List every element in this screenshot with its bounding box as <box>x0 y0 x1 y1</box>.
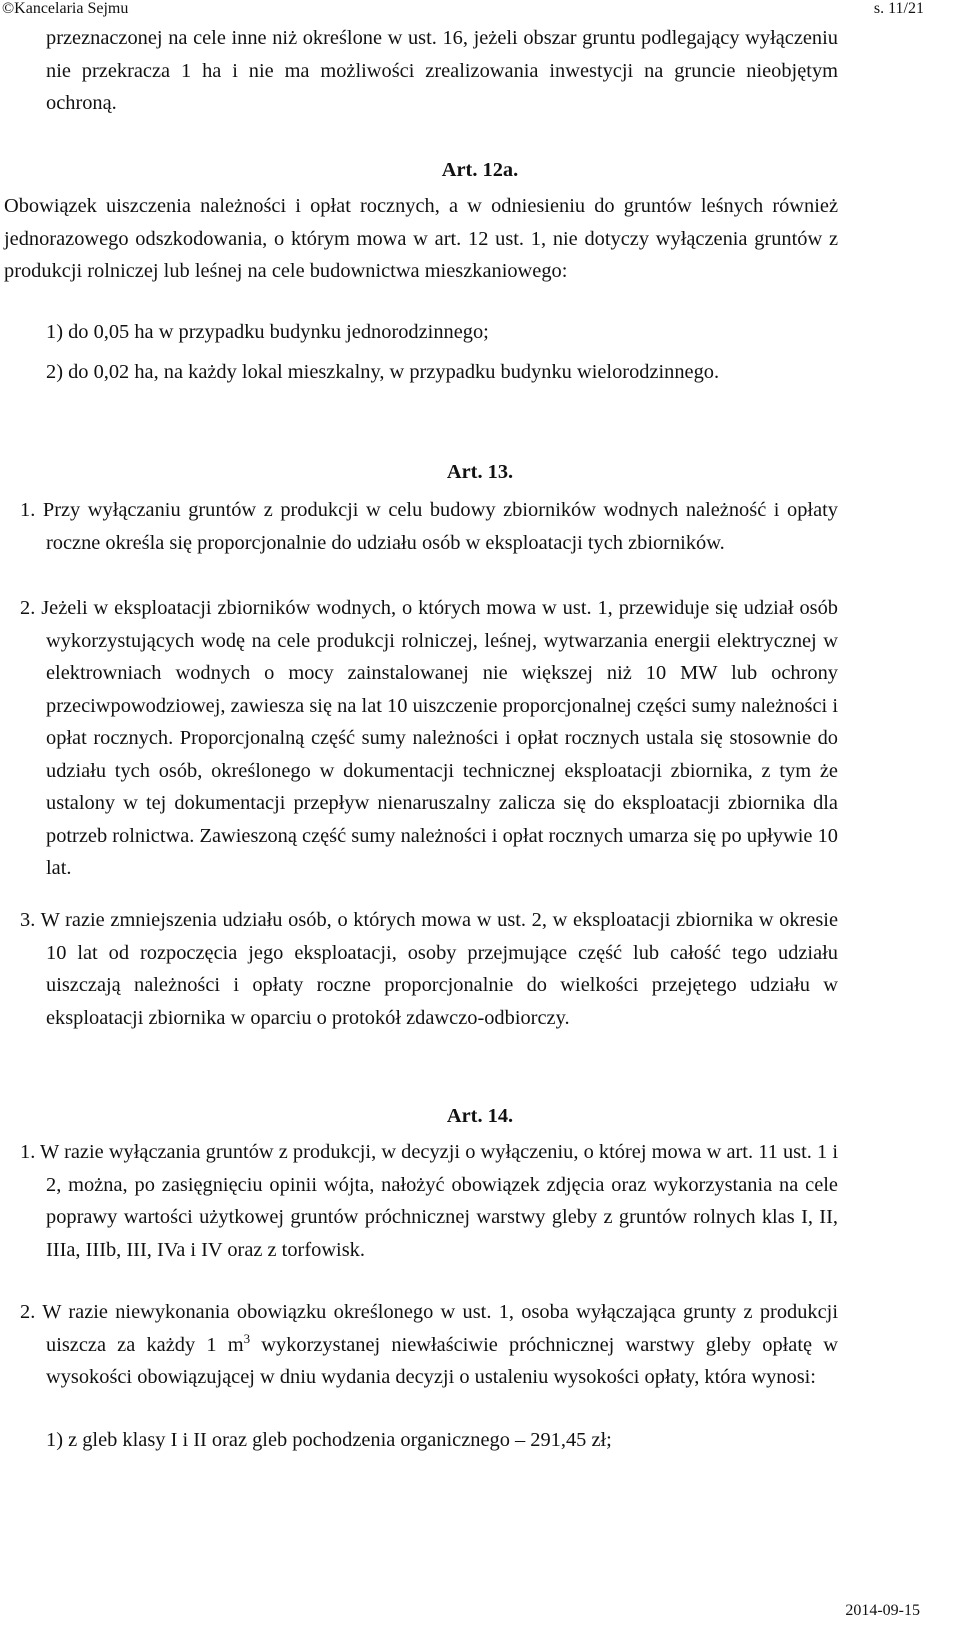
article-12a-item-1: 1) do 0,05 ha w przypadku budynku jednorodzinnego; <box>46 321 489 343</box>
article-heading-12a: Art. 12a. <box>441 159 519 181</box>
article-heading-13: Art. 13. <box>446 461 514 483</box>
article-14-section-1: 1. W razie wyłączania gruntów z produkcji, w decyzji o wyłączeniu, o której mowa w art. 11 ust. 1 i 2, można, po zasięgnięciu opinii wójta, nałożyć obowiązek zdjęcia oraz wykorzystania na cele poprawy wartości użytkowej gruntów próchnicznej warstwy gleby z gruntów rolnych klas I, II, IIIa, IIIb, III, IVa i IV oraz z torfowisk. <box>20 1141 838 1261</box>
article-12a-intro: Obowiązek uiszczenia należności i opłat rocznych, a w odniesieniu do gruntów leśnych również jednorazowego odszkodowania, o którym mowa w art. 12 ust. 1, nie dotyczy wyłączenia gruntów z produkcji rolniczej lub leśnej na cele budownictwa mieszkaniowego: <box>4 195 838 282</box>
article-13-section-1 <box>20 494 838 559</box>
article-14-section-2-item-1: 1) z gleb klasy I i II oraz gleb pochodzenia organicznego – 291,45 zł; <box>46 1429 612 1451</box>
article-13-section-2: 2. Jeżeli w eksploatacji zbiorników wodnych, o których mowa w ust. 1, przewiduje się udział osób wykorzystujących wodę na cele produkcji rolniczej, leśnej, wytwarzania energii elektrycznej w elektrowniach wodnych o mocy zainstalowanej nie większej niż 10 MW lub ochrony przeciwpowodziowej, zawiesza się na lat 10 uiszczenie proporcjonalnej części sumy należności i opłat rocznych. Proporcjonalną część sumy należności i opłat rocznych ustala się stosownie do udziału tych osób, określonego w dokumentacji technicznej eksploatacji zbiornika, z tym że ustalony w tej dokumentacji przepływ nienaruszalny zalicza się do eksploatacji zbiornika dla potrzeb rolnictwa. Zawieszoną część sumy należności i opłat rocznych umarza się po upływie 10 lat. <box>20 597 838 879</box>
article-13-section-3: 3. W razie zmniejszenia udziału osób, o których mowa w ust. 2, w eksploatacji zbiornika w okresie 10 lat od rozpoczęcia jego eksploatacji, osoby przejmujące część lub całość tego udziału uiszczają należności i opłaty roczne proporcjonalnie do wielkości przejętego udziału w eksploatacji zbiornika w oparciu o protokół zdawczo-odbiorczy. <box>20 909 838 1029</box>
paragraph-continuation: przeznaczonej na cele inne niż określone w ust. 16, jeżeli obszar gruntu podlegający wyłączeniu nie przekracza 1 ha i nie ma możliwości zrealizowania inwestycji na gruncie nieobjętym ochroną. <box>46 27 838 114</box>
article-heading-14: Art. 14. <box>446 1105 514 1127</box>
article-13-section-1-text: 1. Przy wyłączaniu gruntów z produkcji w celu budowy zbiorników wodnych należność i opłaty roczne określa się proporcjonalnie do udziału osób w eksploatacji tych zbiorników. <box>20 499 838 554</box>
article-14-section-2-part-b: wykorzystanej niewłaściwie próchnicznej warstwy gleby opłatę w wysokości obowiązującej w dniu wydania decyzji o ustaleniu wysokości opłaty, która wynosi: <box>46 1333 838 1388</box>
document-date: 2014-09-15 <box>845 1602 920 1619</box>
page-number: s. 11/21 <box>873 0 924 17</box>
publisher-label: ©Kancelaria Sejmu <box>2 0 129 17</box>
cubic-superscript: 3 <box>243 1330 251 1346</box>
article-14-section-2 <box>20 1296 838 1394</box>
article-12a-item-2: 2) do 0,02 ha, na każdy lokal mieszkalny, w przypadku budynku wielorodzinnego. <box>46 361 720 383</box>
article-14-section-2-part-a: 2. W razie niewykonania obowiązku określonego w ust. 1, osoba wyłączająca grunty z produkcji uiszcza za każdy 1 m <box>20 1301 838 1356</box>
